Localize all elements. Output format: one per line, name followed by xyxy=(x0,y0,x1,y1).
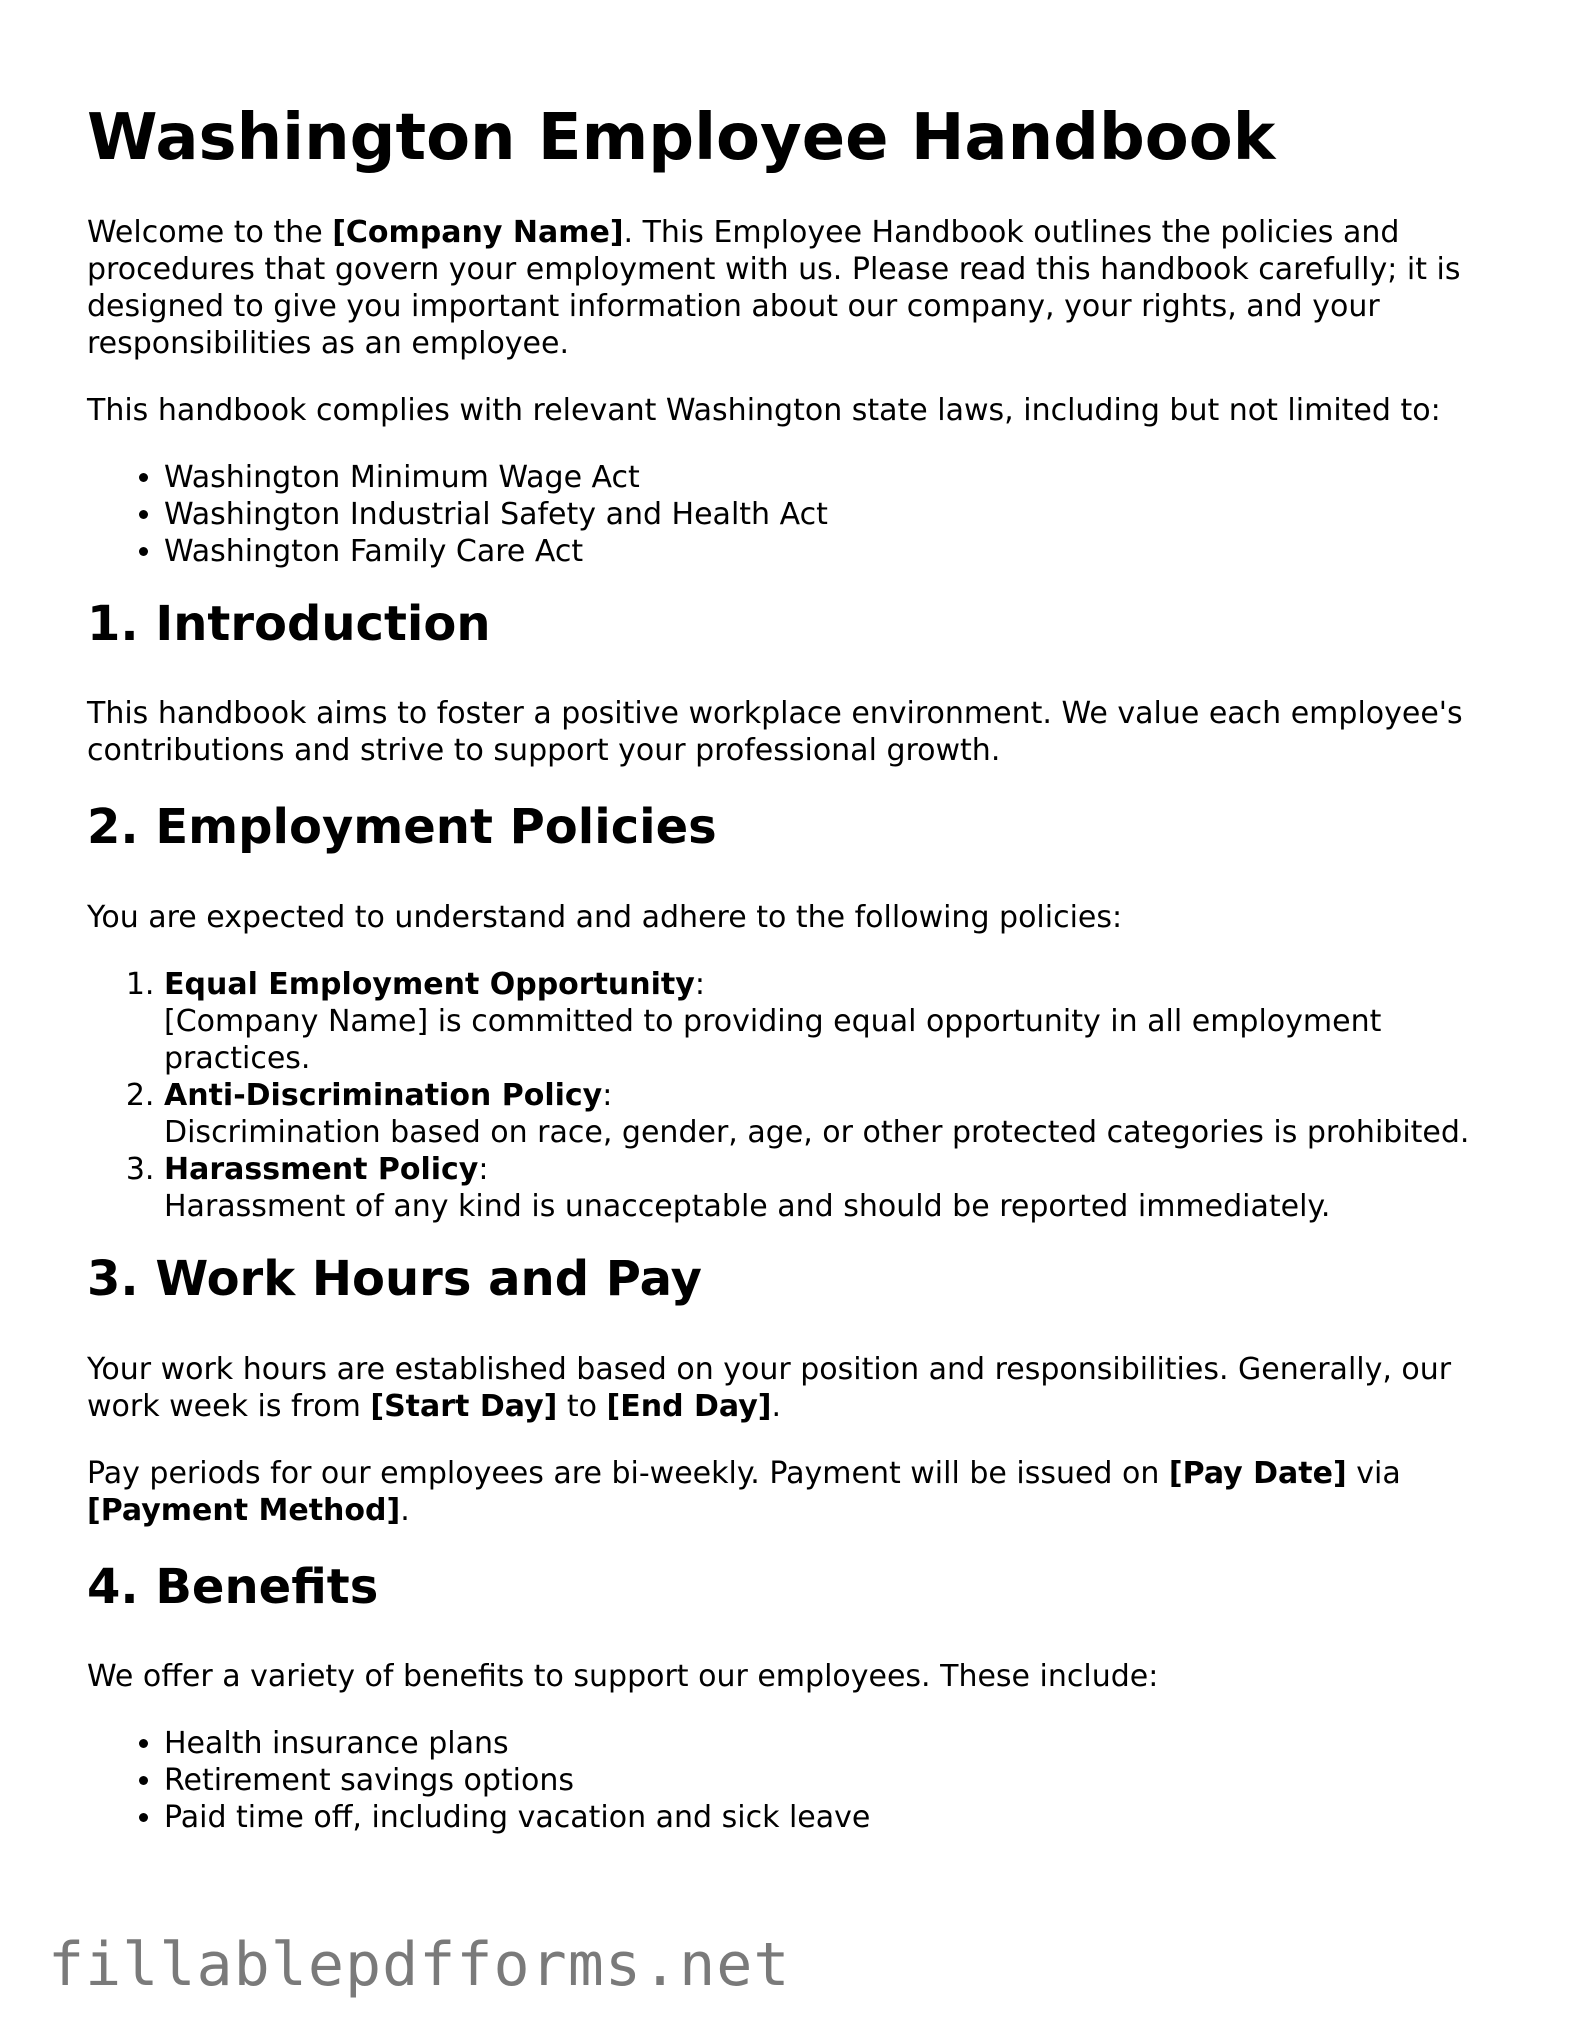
list-item: • Washington Family Care Act xyxy=(164,533,1497,570)
pay-mid: via xyxy=(1346,1455,1401,1491)
section-heading-benefits: 4. Benefits xyxy=(87,1558,379,1615)
company-name-placeholder: [Company Name] xyxy=(332,214,624,250)
list-item: • Washington Industrial Safety and Health Act xyxy=(164,496,1497,533)
start-day-placeholder: [Start Day] xyxy=(370,1388,558,1424)
intro-suffix: . This Employee Handbook outlines the policies and procedures that govern your employment with us. Please read this handbook carefully; it is designed to give you important information about our company, your rights, and your responsibilities as an employee. xyxy=(87,214,1461,361)
laws-list xyxy=(87,459,1497,570)
intro-paragraph xyxy=(87,214,1497,362)
introduction-text: This handbook aims to foster a positive workplace environment. We value each employee's contributions and strive to support your professional growth. xyxy=(87,696,1463,769)
work-hours-end: . xyxy=(771,1388,782,1424)
benefits-list xyxy=(87,1725,1497,1836)
watermark: fillablepdfforms.net xyxy=(48,1930,791,2000)
policy-title: Equal Employment Opportunity xyxy=(164,966,695,1002)
list-item: • Paid time off, including vacation and sick leave xyxy=(164,1799,1497,1836)
policy-colon: : xyxy=(602,1077,613,1113)
employment-policies-text: You are expected to understand and adhere to the following policies: xyxy=(87,899,1123,935)
section-heading-work-hours-pay: 3. Work Hours and Pay xyxy=(87,1250,702,1307)
list-item xyxy=(164,1077,1497,1151)
document-page xyxy=(87,100,1497,1862)
list-item: • Health insurance plans xyxy=(164,1725,1497,1762)
intro-prefix: Welcome to the xyxy=(87,214,333,250)
section-heading-employment-policies: 2. Employment Policies xyxy=(87,799,717,856)
page-title: Washington Employee Handbook xyxy=(87,101,1276,175)
policy-title: Harassment Policy xyxy=(164,1151,479,1187)
policy-text: Discrimination based on race, gender, age, or other protected categories is prohibited. xyxy=(164,1114,1470,1150)
policy-colon: : xyxy=(478,1151,489,1187)
policies-list xyxy=(87,966,1497,1225)
end-day-placeholder: [End Day] xyxy=(606,1388,772,1424)
policy-title: Anti-Discrimination Policy xyxy=(164,1077,603,1113)
pay-prefix: Pay periods for our employees are bi-weekly. Payment will be issued on xyxy=(87,1455,1169,1491)
list-item: • Washington Minimum Wage Act xyxy=(164,459,1497,496)
list-item xyxy=(164,1151,1497,1225)
pay-end: . xyxy=(400,1492,410,1528)
policy-text: Harassment of any kind is unacceptable and should be reported immediately. xyxy=(164,1188,1331,1224)
pay-date-placeholder: [Pay Date] xyxy=(1168,1455,1347,1491)
list-item: • Retirement savings options xyxy=(164,1762,1497,1799)
policy-colon: : xyxy=(694,966,705,1002)
payment-method-placeholder: [Payment Method] xyxy=(87,1492,401,1528)
list-item xyxy=(164,966,1497,1077)
work-hours-mid: to xyxy=(557,1388,607,1424)
work-hours-paragraph xyxy=(87,1351,1497,1425)
compliance-paragraph: This handbook complies with relevant Washington state laws, including but not limited to: xyxy=(87,392,1441,428)
section-heading-introduction: 1. Introduction xyxy=(87,595,491,652)
work-hours-prefix: Your work hours are established based on your position and responsibilities. Generally, our work week is from xyxy=(87,1351,1452,1424)
policy-text: [Company Name] is committed to providing equal opportunity in all employment practices. xyxy=(164,1003,1382,1076)
pay-paragraph xyxy=(87,1455,1497,1529)
benefits-text: We offer a variety of benefits to support our employees. These include: xyxy=(87,1659,1159,1695)
